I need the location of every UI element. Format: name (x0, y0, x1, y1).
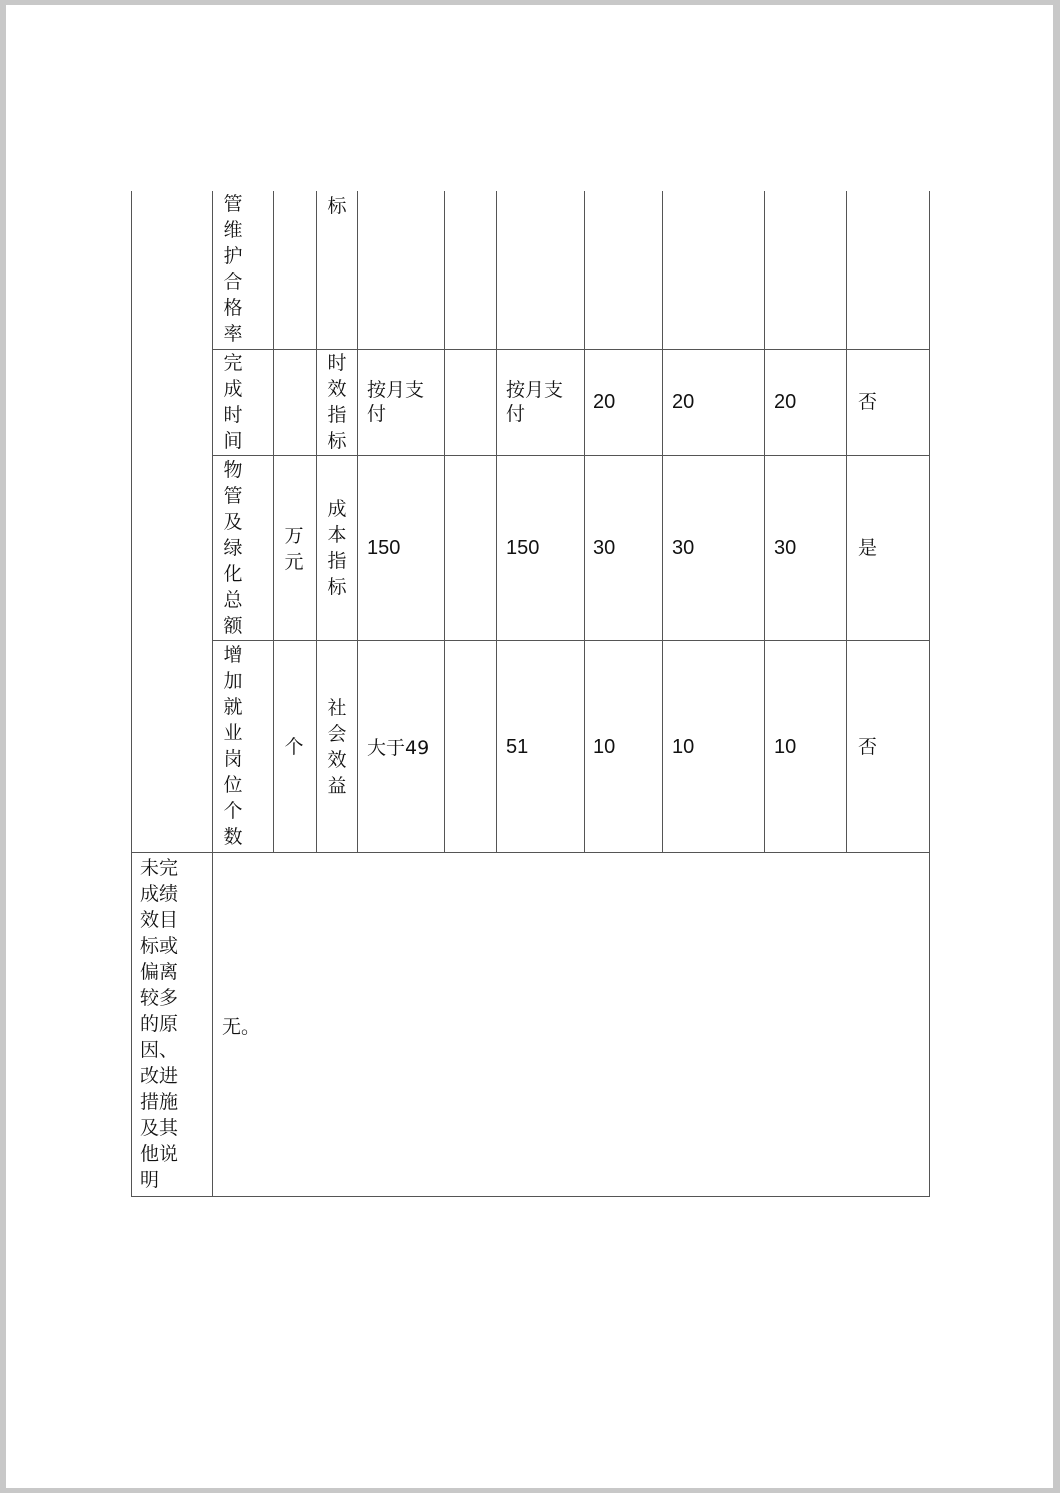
table-border (496, 191, 497, 853)
actual-value-cell: 150 (506, 537, 540, 559)
table-border (764, 191, 765, 853)
score-cell: 20 (672, 391, 695, 413)
target-value-cell: 大于49 (367, 737, 430, 759)
indicator-name-cell: 完成时间 (223, 352, 243, 452)
weight-cell: 10 (593, 736, 616, 758)
row-divider (212, 455, 930, 456)
indicator-name-cell: 增加就业岗位个数 (223, 644, 243, 848)
indicator-type-cell: 标 (327, 195, 347, 217)
target-value-cell: 按月支付 (367, 379, 425, 425)
score-cell: 20 (774, 391, 797, 413)
score-cell: 10 (774, 736, 797, 758)
document-page (6, 5, 1053, 1488)
unit-cell: 万元 (284, 525, 304, 573)
flag-cell: 否 (858, 736, 878, 758)
table-border-left (131, 191, 132, 1197)
reason-label: 未完成绩效目标或偏离较多的原因、改进措施及其他说明 (140, 857, 179, 1191)
table-border (662, 191, 663, 853)
table-border (846, 191, 847, 853)
weight-cell: 20 (593, 391, 616, 413)
table-border (212, 191, 213, 1197)
score-cell: 30 (774, 537, 797, 559)
score-cell: 30 (672, 537, 695, 559)
unit-cell: 个 (284, 736, 304, 758)
flag-cell: 否 (858, 391, 878, 413)
table-border-bottom (131, 1196, 930, 1197)
indicator-type-cell: 时效指标 (327, 352, 347, 452)
table-border (584, 191, 585, 853)
flag-cell: 是 (858, 537, 878, 559)
reason-value: 无。 (222, 1016, 261, 1038)
indicator-name-cell: 物管及绿化总额 (223, 459, 243, 637)
table-border (357, 191, 358, 853)
row-divider (131, 852, 930, 853)
table-border (316, 191, 317, 853)
table-border (444, 191, 445, 853)
indicator-type-cell: 成本指标 (327, 498, 347, 598)
weight-cell: 30 (593, 537, 616, 559)
table-border-right (929, 191, 930, 1197)
actual-value-cell: 51 (506, 736, 529, 758)
actual-value-cell: 按月支付 (506, 379, 564, 425)
indicator-type-cell: 社会效益 (327, 697, 347, 797)
table-border (273, 191, 274, 853)
score-cell: 10 (672, 736, 695, 758)
target-value-cell: 150 (367, 537, 401, 559)
indicator-name-cell: 管维护合格率 (223, 193, 243, 345)
row-divider (212, 349, 930, 350)
row-divider (212, 640, 930, 641)
